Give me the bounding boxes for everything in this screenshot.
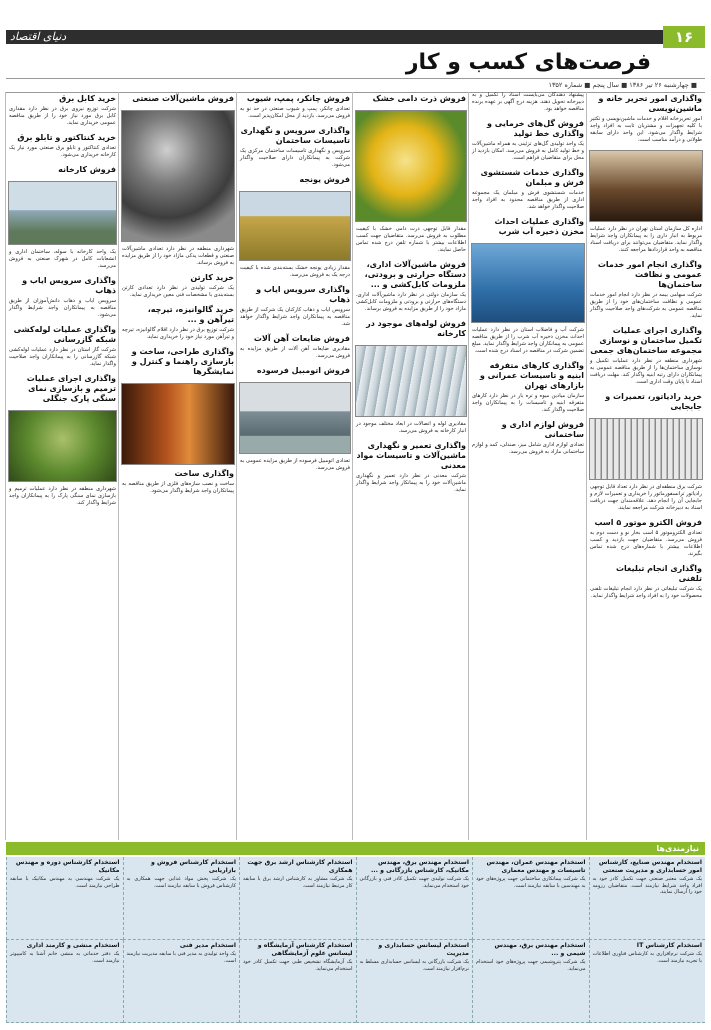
article-body: تعدادی لوازم اداری شامل میز، صندلی، کمد و لوازم ساختمانی مازاد به فروش می‌رسد. — [472, 442, 584, 455]
article-body: یک واحد تولیدی گل‌های تزئینی به همراه ماشین‌آلات و خط تولید کامل به فروش می‌رسد. امکان بازدید از محل برای متقاضیان فراهم است. — [472, 141, 584, 161]
columns-area — [6, 92, 705, 840]
article-body: سازمان میادین میوه و تره بار در نظر دارد کارهای متفرقه ابنیه و تاسیسات را به پیمانکاران واجد صلاحیت واگذار کند. — [472, 393, 584, 413]
article — [590, 564, 702, 600]
article-headline: خرید کنتاکتور و تابلو برق — [17, 133, 116, 142]
article — [472, 420, 584, 456]
article-body: سرویس و نگهداری تاسیسات ساختمان مرکزی یک شرکت به پیمانکاران دارای صلاحیت واگذار می‌شود. — [240, 148, 350, 168]
column-left — [118, 92, 237, 840]
classified-ad — [239, 857, 356, 940]
classified-title: استخدام کارشناس فروش و بازاریابی — [151, 859, 236, 874]
article — [356, 421, 466, 435]
classified-body: یک شرکت تولیدی جهت تکمیل کادر فنی و بازرگانی خود استخدام می‌نماید. — [359, 876, 469, 889]
article-body: شرکت توزیع نیروی برق در نظر دارد مقداری کابل برق مورد نیاز خود را از طریق مناقصه عمومی خریداری نماید. — [9, 106, 116, 126]
hay-photo — [239, 191, 351, 261]
classified-body: یک شرکت پیمانکاری ساختمانی جهت پروژه‌های خود به مهندسین با سابقه نیازمند است. — [476, 876, 586, 889]
classified-body: یک واحد تولیدی به مدیر فنی با سابقه مدیریت نیازمند است. — [126, 951, 236, 964]
article-body: مقدار قابل توجهی ذرت دامی خشک با کیفیت مطلوب به فروش می‌رسد. متقاضیان جهت کسب اطلاعات بیشتر با شماره تلفن درج شده تماس حاصل نمایند. — [356, 226, 466, 253]
article — [590, 260, 702, 320]
article-body: اداره کل سازمان استان تهران در نظر دارد عملیات مربوط به انبار داری را به پیمانکاران واجد شرایط واگذار نماید. متقاضیان می‌توانند برای دریافت اسناد مناقصه به واحد قراردادها مراجعه کنند. — [590, 226, 702, 253]
column-right-center — [468, 92, 587, 840]
classified-title: استخدام کارشناس آزمایشگاه و لیسانس علوم آزمایشگاهی — [257, 942, 353, 957]
classifieds-header — [6, 842, 705, 855]
article — [240, 366, 350, 376]
article-body: یک واحد کارخانه با سوله، ساختمان اداری و انشعابات کامل در شهرک صنعتی به فروش می‌رسد. — [9, 249, 116, 269]
dateline: ■ چهارشنبه ۲۶ تیر ۱۳۸۶ ■ سال پنجم ■ شماره ۱۳۵۲ — [6, 78, 705, 93]
classified-ad — [123, 857, 240, 940]
top-bar — [6, 30, 705, 44]
article — [9, 249, 116, 270]
gears-photo — [121, 110, 235, 242]
classified-body: یک شرکت بازرگانی به لیسانس حسابداری مسلط به نرم‌افزار نیازمند است. — [359, 959, 469, 972]
article-headline: واگذاری خدمات شستشوی فرش و مبلمان — [480, 168, 584, 187]
article — [590, 226, 702, 254]
article-body: مقادیری ضایعات آهن آلات از طریق مزایده به فروش می‌رسد. — [240, 346, 350, 359]
article-headline: واگذاری طراحی، ساخت و بازسازی راهنما و کنترل و نمایشگرها — [131, 347, 234, 376]
classified-ad — [6, 940, 123, 1023]
article-headline: واگذاری سرویس و نگهداری تاسیسات ساختمان — [240, 126, 350, 145]
water-photo — [471, 243, 585, 323]
classified-title: استخدام کارشناس IT — [636, 942, 702, 949]
classified-title: استخدام منشی و کارمند اداری — [26, 942, 120, 949]
article — [472, 168, 584, 211]
article — [240, 458, 350, 472]
article-body: سرویس ایاب و ذهاب دانش‌آموزان از طریق مناقصه به پیمانکاران واجد شرایط واگذار می‌شود. — [9, 298, 116, 318]
article-headline: فروش گل‌های خرمایی و واگذاری خط تولید — [486, 119, 584, 138]
article-body: تعدادی کنتاکتور و تابلو برق صنعتی مورد نیاز یک کارخانه خریداری می‌شود. — [9, 145, 116, 158]
article-headline: فروش اتومبیل فرسوده — [256, 366, 350, 375]
article — [356, 319, 466, 339]
article — [122, 246, 234, 267]
article-headline: واگذاری اجرای عملیات ترمیم و بازسازی نمای سنگی پارک جنگلی — [26, 374, 116, 403]
warehouse-photo — [8, 181, 117, 245]
classifieds-title: نیازمندی‌ها — [656, 844, 699, 853]
article-headline: خرید کارتن — [190, 273, 234, 282]
article-body: شرکت معدنی در نظر دارد تعمیر و نگهداری ماشین‌آلات خود را به پیمانکار واجد شرایط واگذار نماید. — [356, 473, 466, 493]
article — [590, 392, 702, 412]
article-headline: خرید رادیاتور، تعمیرات و جابجایی — [605, 392, 702, 411]
classified-ad — [589, 940, 706, 1023]
article — [356, 94, 466, 104]
article-headline: خرید گالوانیزه، تیرچه، تیرآهن و ... — [147, 305, 234, 324]
article-body: امور تحریرخانه اقلام و خدمات ماشین‌نویسی و تکثیر با کلیه تجهیزات و مشتریان ثابت به افراد واجد شرایط واگذار می‌شود. این واحد دارای سابقه طولانی و درآمد مناسب است. — [590, 116, 702, 143]
classified-title: استخدام مهندس صنایع، کارشناس امور حسابداری و مدیریت صنعتی — [598, 859, 702, 874]
article — [590, 326, 702, 386]
brand-logo: دنیای اقتصاد — [10, 30, 67, 43]
article-body: شهرداری منطقه در نظر دارد عملیات ترمیم و بازسازی نمای سنگی پارک را به پیمانکاران واجد شرایط واگذار کند. — [9, 486, 116, 506]
article — [9, 94, 116, 127]
article — [356, 441, 466, 494]
article-headline: فروش ضایعات آهن آلات — [253, 334, 350, 343]
article-body: پیشنهاد دهندگان می‌بایست اسناد را تکمیل و به دبیرخانه تحویل دهند. هزینه درج آگهی بر عهده برنده مناقصه خواهد بود. — [472, 92, 584, 112]
classified-body: یک شرکت نرم‌افزاری به کارشناس فناوری اطلاعات با تجربه نیازمند است. — [592, 951, 702, 964]
article — [240, 265, 350, 279]
classified-body: یک شرکت معتبر صنعتی جهت تکمیل کادر خود به افراد واجد شرایط نیازمند است. متقاضیان رزومه خود را ارسال نمایند. — [592, 876, 702, 896]
article — [122, 469, 234, 495]
article-body: سرویس ایاب و ذهاب کارکنان یک شرکت از طریق مناقصه به پیمانکاران واجد شرایط واگذار خواهد شد. — [240, 307, 350, 327]
classified-body: یک شرکت مشاور به کارشناس ارشد برق با سابقه کار مرتبط نیازمند است. — [243, 876, 353, 889]
article-body: تعدادی الکتروموتور ۵ اسب بخار نو و دست دوم به فروش می‌رسد. متقاضیان جهت بازدید و کسب اطلاعات بیشتر با شماره‌های درج شده تماس بگیرند. — [590, 530, 702, 557]
classified-title: استخدام مهندس عمران، مهندس تاسیسات و مهندس معماری — [486, 859, 586, 874]
article-headline: فروش الکترو موتور ۵ اسب — [594, 518, 702, 527]
article — [9, 165, 116, 175]
classified-title: استخدام مدیر فنی — [179, 942, 236, 949]
article-headline: فروش چانکر، پمپ، شیوب — [246, 94, 350, 103]
article — [240, 126, 350, 169]
article-headline: فروش کارخانه — [58, 165, 116, 174]
article-body: شرکت گاز استان در نظر دارد عملیات لوله‌کشی شبکه گازرسانی را به پیمانکاران واجد صلاحیت واگذار نماید. — [9, 347, 116, 367]
article-body: خدمات شستشوی فرش و مبلمان یک مجموعه اداری از طریق مناقصه محدود به افراد واجد صلاحیت واگذار خواهد شد. — [472, 190, 584, 210]
classifieds-grid — [6, 857, 705, 1023]
typewriter-photo — [589, 150, 703, 222]
car-photo — [239, 382, 351, 454]
article-body: شهرداری منطقه در نظر دارد تعدادی ماشین‌آلات صنعتی و قطعات یدکی مازاد خود را از طریق مزایده به فروش برساند. — [122, 246, 234, 266]
classified-body: یک آزمایشگاه تشخیص طبی جهت تکمیل کادر خود استخدام می‌نماید. — [243, 959, 353, 972]
article — [9, 276, 116, 319]
moss-photo — [8, 410, 117, 482]
classified-ad — [6, 857, 123, 940]
pipes-photo — [355, 345, 467, 417]
column-left-center — [236, 92, 353, 840]
classified-body: یک شرکت پتروشیمی جهت پروژه‌های خود استخدام می‌نماید. — [476, 959, 586, 972]
article-headline: واگذاری امور تحریر خانه و ماشین‌نویسی — [598, 94, 702, 113]
classified-ad — [589, 857, 706, 940]
classified-title: استخدام مهندس برق، مهندس شیمی و ... — [494, 942, 586, 957]
article-body: تعدادی چانکر، پمپ و شیوب صنعتی در حد نو به فروش می‌رسد. بازدید از محل امکان‌پذیر است. — [240, 106, 350, 119]
classified-body: یک شرکت پخش مواد غذایی جهت همکاری به کارشناس فروش با سابقه نیازمند است. — [126, 876, 236, 889]
article-body: شرکت برق منطقه‌ای در نظر دارد تعداد قابل توجهی رادیاتور ترانسفورماتور را خریداری و تعمیرات لازم و جابجایی آن را انجام دهد. علاقه‌مندان جهت دریافت اسناد به دبیرخانه شرکت مراجعه نمایند. — [590, 484, 702, 511]
article — [472, 119, 584, 162]
article — [122, 94, 234, 104]
article — [472, 217, 584, 237]
article-body: یک شرکت تولیدی در نظر دارد تعدادی کارتن بسته‌بندی با مشخصات فنی معین خریداری نماید. — [122, 285, 234, 298]
article-headline: فروش ماشین‌آلات اداری، دستگاه حرارتی و برودتی، ملزومات کابل‌کشی و ... — [364, 260, 466, 289]
classified-title: استخدام مهندس برق، مهندس مکانیک، کارشناس بازرگانی و ... — [370, 859, 469, 874]
article-body: شهرداری منطقه در نظر دارد عملیات تکمیل و نوسازی ساختمان‌ها را از طریق مناقصه عمومی به پیمانکاران دارای رتبه ابنیه واگذار کند. مهلت دریافت اسناد تا پایان وقت اداری است. — [590, 358, 702, 385]
page-number: ۱۶ — [663, 26, 705, 48]
article-headline: خرید کابل برق — [59, 94, 116, 103]
article-body: مقدار زیادی یونجه خشک بسته‌بندی شده با کیفیت درجه یک به فروش می‌رسد. — [240, 265, 350, 278]
article — [240, 334, 350, 360]
article — [9, 133, 116, 159]
section-title: فرصت‌های کسب و کار — [405, 50, 651, 75]
article-body: شرکت سهامی بیمه در نظر دارد انجام امور خدمات عمومی و نظافت ساختمان‌های خود را از طریق مناقصه عمومی به شرکت‌های واجد صلاحیت واگذار نماید. — [590, 292, 702, 319]
article-headline: واگذاری عملیات لوله‌کشی شبکه گازرسانی — [13, 325, 116, 344]
classified-title: استخدام لیسانس حسابداری و مدیریت — [378, 942, 469, 957]
article-headline: واگذاری ساخت — [174, 469, 234, 478]
corn-photo — [355, 110, 467, 222]
article — [240, 285, 350, 328]
classified-title: استخدام کارشناس دوره و مهندس مکانیک — [15, 859, 120, 874]
article — [472, 92, 584, 113]
article — [590, 518, 702, 558]
article-headline: واگذاری سرویس ایاب و ذهاب — [256, 285, 350, 304]
article-body: مقادیری لوله و اتصالات در ابعاد مختلف موجود در انبار کارخانه به فروش می‌رسد. — [356, 421, 466, 434]
article — [356, 260, 466, 313]
article — [9, 325, 116, 368]
classified-body: یک شرکت مهندسی به مهندس مکانیک با سابقه طراحی نیازمند است. — [10, 876, 120, 889]
article — [356, 226, 466, 254]
article-body: شرکت آب و فاضلاب استان در نظر دارد عملیات احداث مخزن ذخیره آب شرب را از طریق مناقصه عمومی به پیمانکاران واجد شرایط واگذار نماید. مبلغ تضمین شرکت در مناقصه در اسناد درج شده است. — [472, 327, 584, 354]
factory-photo — [121, 383, 235, 465]
article-body: شرکت توزیع برق در نظر دارد اقلام گالوانیزه، تیرچه و تیرآهن مورد نیاز خود را خریداری نماید. — [122, 327, 234, 340]
article — [472, 327, 584, 355]
article-headline: فروش لوله‌های موجود در کارخانه — [366, 319, 466, 338]
article-body: تعدادی اتومبیل فرسوده از طریق مزایده عمومی به فروش می‌رسد. — [240, 458, 350, 471]
article — [9, 486, 116, 507]
article-headline: واگذاری کارهای متفرقه ابنیه و تاسیسات عمرانی و بازارهای تهران — [479, 361, 584, 390]
article-headline: فروش یونجه — [299, 175, 350, 184]
classified-ad — [472, 857, 589, 940]
article — [472, 361, 584, 414]
article-headline: واگذاری تعمیر و نگهداری ماشین‌آلات و تاسیسات مواد معدنی — [356, 441, 466, 470]
article — [590, 484, 702, 512]
article-headline: واگذاری عملیات احداث مخزن ذخیره آب شرب — [494, 217, 584, 236]
article — [240, 94, 350, 120]
column-right — [586, 92, 705, 840]
article-headline: واگذاری انجام امور خدمات عمومی و نظافت ساختمان‌ها — [597, 260, 702, 289]
column-far-left — [5, 92, 119, 840]
article-headline: واگذاری سرویس ایاب و ذهاب — [22, 276, 116, 295]
article-body: ساخت و نصب سازه‌های فلزی از طریق مناقصه به پیمانکاران واجد شرایط واگذار می‌شود. — [122, 481, 234, 494]
column-center — [352, 92, 469, 840]
article — [590, 94, 702, 144]
article-headline: واگذاری اجرای عملیات تکمیل ساختمان و نوسازی مجموعه ساختمان‌های جمعی — [590, 326, 702, 355]
classified-ad — [472, 940, 589, 1023]
article — [240, 175, 350, 185]
classified-ad — [239, 940, 356, 1023]
classified-ad — [123, 940, 240, 1023]
article-headline: فروش لوازم اداری و ساختمانی — [501, 420, 584, 439]
article-body: یک سازمان دولتی در نظر دارد ماشین‌آلات اداری، دستگاه‌های حرارتی و برودتی و ملزومات کابل‌کشی مازاد خود را از طریق مزایده به فروش برساند. — [356, 292, 466, 312]
article — [9, 374, 116, 404]
classified-title: استخدام کارشناس ارشد برق جهت همکاری — [247, 859, 353, 874]
classified-ad — [356, 940, 473, 1023]
article-headline: فروش ذرت دامی خشک — [372, 94, 466, 103]
classified-ad — [356, 857, 473, 940]
classified-body: یک دفتر خدماتی به منشی خانم آشنا به کامپیوتر نیازمند است. — [10, 951, 120, 964]
article — [122, 347, 234, 377]
article-headline: واگذاری انجام تبلیغات تلفنی — [616, 564, 702, 583]
radiator-photo — [589, 418, 703, 480]
article-headline: فروش ماشین‌آلات صنعتی — [132, 94, 234, 103]
article — [122, 273, 234, 299]
article-body: یک شرکت تبلیغاتی در نظر دارد انجام تبلیغات تلفنی محصولات خود را به افراد واجد شرایط واگذار نماید. — [590, 586, 702, 599]
article — [122, 305, 234, 341]
